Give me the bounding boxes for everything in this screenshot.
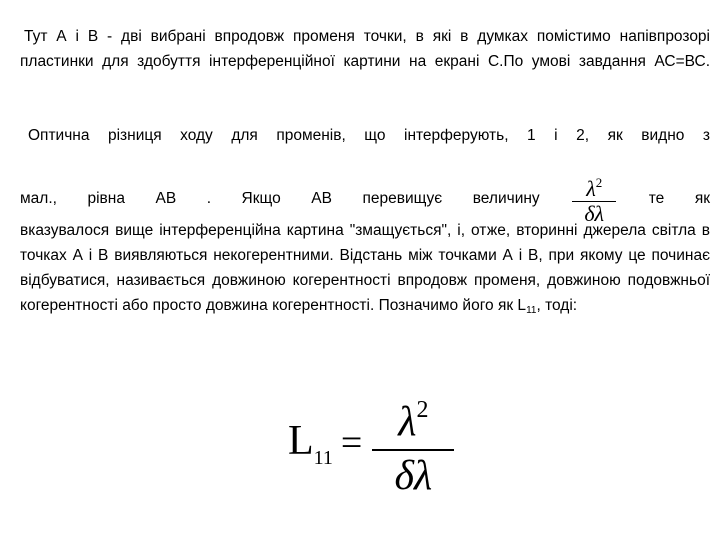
coherence-length-formula bbox=[288, 388, 454, 498]
word-ab: АВ bbox=[155, 189, 177, 207]
paragraph-2-line1: Оптична різниця ходу для променів, що інтерферують, 1 і 2, як видно з bbox=[28, 127, 710, 144]
formula-fraction-bar bbox=[372, 449, 454, 451]
word-value: величину bbox=[472, 189, 540, 207]
inline-fraction-numerator: $\lambda^2$ bbox=[586, 175, 603, 201]
word-as: як bbox=[694, 189, 710, 207]
formula-lhs-subscript: 11 bbox=[313, 446, 333, 469]
paragraph-points-a-b bbox=[20, 24, 710, 74]
word-fig: мал., bbox=[20, 189, 57, 207]
word-if: Якщо bbox=[241, 189, 281, 207]
formula-denominator: δλ bbox=[394, 453, 433, 499]
word-then: те bbox=[648, 189, 665, 207]
word-dot: . bbox=[206, 189, 212, 207]
word-ab-2: АВ bbox=[311, 189, 332, 207]
formula-fraction bbox=[372, 387, 454, 499]
inline-fraction-power: 2 bbox=[595, 175, 603, 190]
paragraph-optical-path-line1 bbox=[20, 123, 710, 148]
word-exceeds: перевищує bbox=[362, 189, 443, 207]
paragraph-3-tail: , тоді: bbox=[536, 297, 578, 314]
paragraph-coherence-length bbox=[20, 218, 710, 323]
formula-lhs: $L_{11}$ bbox=[288, 417, 333, 469]
inline-fraction-denominator: δλ bbox=[584, 201, 605, 226]
paragraph-3-text: вказувалося вище інтерференційна картина "змащується", і, отже, вторинні джерела світла в точках А і В виявляються некогерентними. Відстань між точками А і В, при якому це починає відбуватися, називається довжиною когерентності впродовж променя, довжиною подовжньої когерентності або просто довжина когерентності. Позначимо його як L bbox=[20, 222, 710, 314]
formula-power: 2 bbox=[416, 397, 429, 423]
paragraph-1-text: Тут А і В - дві вибрані впродовж променя точки, в які в думках помістимо напівпрозорі пластинки для здобуття інтерференційної картини на екрані С.По умові завдання АС=ВС. bbox=[20, 28, 710, 70]
paragraph-3-subscript: 11 bbox=[526, 305, 537, 316]
formula-equals: = bbox=[340, 422, 363, 464]
formula-numerator: $\lambda^2$ bbox=[398, 397, 429, 445]
word-equal: рівна bbox=[87, 189, 125, 207]
